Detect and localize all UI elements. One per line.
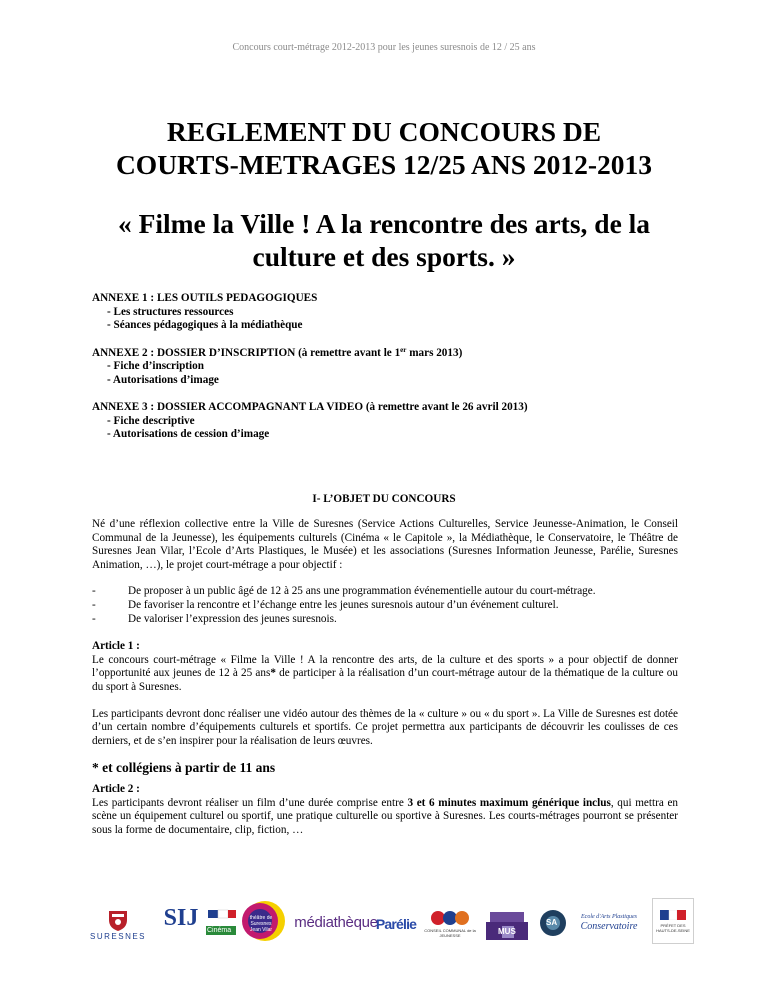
- section-heading: I- L’OBJET DU CONCOURS: [312, 493, 456, 505]
- cinema-logo: Cinéma: [204, 908, 238, 940]
- musee-logo: MUS: [484, 906, 530, 942]
- document-title: [60, 115, 708, 181]
- article-2-title: Article 2 :: [92, 782, 140, 795]
- conservatoire-logo: Ecole d'Arts Plastiques Conservatoire: [580, 914, 638, 932]
- coat-of-arms-icon: [107, 908, 129, 932]
- objectives-list: [92, 585, 678, 626]
- subtitle-line-2: culture et des sports. »: [252, 241, 516, 272]
- annex-item: - Les structures ressources: [107, 305, 234, 318]
- suresnes-logo: SURESNES: [92, 904, 144, 944]
- mediatheque-logo: médiathèque: [294, 913, 378, 931]
- ccj-logo: CONSEIL COMMUNAL de la JEUNESSE: [422, 904, 478, 942]
- article-2: Article 2 : Les participants devront réaliser un film d’une durée comprise entre 3 et 6 minutes maximum générique inclus, qui mettra en scène un équipement culturel ou sportif, une pratique culturelle ou sportive à Suresnes. Les courts-métrages pourront se présenter sous la forme de documentaire, clip, fiction, …: [92, 782, 679, 836]
- annex-3: [92, 401, 692, 442]
- title-line-2: COURTS-METRAGES 12/25 ANS 2012-2013: [115, 149, 653, 180]
- list-item: - De valoriser l’expression des jeunes suresnois.: [92, 612, 337, 625]
- annex-heading: ANNEXE 1 : LES OUTILS PEDAGOGIQUES: [92, 292, 318, 304]
- museum-building-icon: [484, 906, 530, 942]
- prefecture-logo: PRÉFET DES HAUTS-DE-SEINE: [652, 898, 694, 944]
- partner-logos: [92, 898, 692, 948]
- article-1: Article 1 : Le concours court-métrage « Filme la Ville ! A la rencontre des arts, de la culture et des sports » a pour objectif de donner l’opportunité aux jeunes de 12 à 25 ans* de participer à la réalisation d’un court-métrage autour de la thématique de la culture ou du sport à Suresnes.: [92, 640, 678, 693]
- annex-1: [92, 292, 692, 333]
- sij-logo: SIJ: [163, 904, 199, 931]
- french-flag-icon: [660, 910, 686, 920]
- annex-item: - Fiche descriptive: [107, 414, 195, 427]
- title-line-1: REGLEMENT DU CONCOURS DE: [166, 116, 602, 147]
- theatre-logo: théâtre de Suresnes Jean Vilar: [240, 898, 286, 944]
- section-body: [92, 518, 678, 850]
- footnote: * et collégiens à partir de 11 ans: [92, 760, 276, 776]
- animation-logo: SA: [538, 908, 568, 938]
- annex-item: - Fiche d’inscription: [107, 360, 204, 372]
- annex-2: [92, 347, 692, 388]
- document-subtitle: [60, 207, 708, 273]
- annex-item: - Autorisations de cession d’image: [107, 428, 270, 440]
- ccj-circles-icon: [430, 908, 470, 928]
- annex-heading: ANNEXE 3 : DOSSIER ACCOMPAGNANT LA VIDEO (à remettre avant le 26 avril 2013): [92, 401, 528, 413]
- annex-item: - Séances pédagogiques à la médiathèque: [107, 319, 303, 331]
- running-header: Concours court-métrage 2012-2013 pour les jeunes suresnois de 12 / 25 ans: [232, 42, 536, 53]
- list-item: - De favoriser la rencontre et l’échange entre les jeunes suresnois autour d’un événement culturel.: [92, 598, 559, 611]
- parelie-logo: Parélie: [375, 916, 417, 932]
- list-item: - De proposer à un public âgé de 12 à 25 ans une programmation événementielle autour du court-métrage.: [92, 585, 596, 598]
- article-1-title: Article 1 :: [92, 640, 140, 653]
- annex-heading: ANNEXE 2 : DOSSIER D’INSCRIPTION (à remettre avant le 1er mars 2013): [92, 345, 463, 359]
- flag-logo-icon: [204, 908, 238, 940]
- subtitle-line-1: « Filme la Ville ! A la rencontre des arts, de la: [117, 208, 651, 239]
- annex-list: [92, 292, 692, 456]
- intro-paragraph: Né d’une réflexion collective entre la Ville de Suresnes (Service Actions Culturelles, Service Jeunesse-Animation, le Conseil Communal de la Jeunesse), les équipements culturels (Cinéma « le Capitole », la Médiathèque, le Conservatoire, le Théâtre de Suresnes Jean Vilar, l’Ecole d’Arts Plastiques, le Musée) et les associations (Suresnes Information Jeunesse, Parélie, Suresnes Animation, …), le projet court-métrage a pour objectif :: [92, 518, 678, 571]
- annex-item: - Autorisations d’image: [107, 373, 219, 386]
- article-1-paragraph-2: Les participants devront donc réaliser une vidéo autour des thèmes de la « culture » ou « du sport ». La Ville de Suresnes est dotée d’un certain nombre d’équipements culturels et sportifs. Ce projet permettra aux participants de découvrir les coulisses de ces derniers, et de s’en inspirer pour la réalisation de leurs œuvres.: [92, 707, 678, 747]
